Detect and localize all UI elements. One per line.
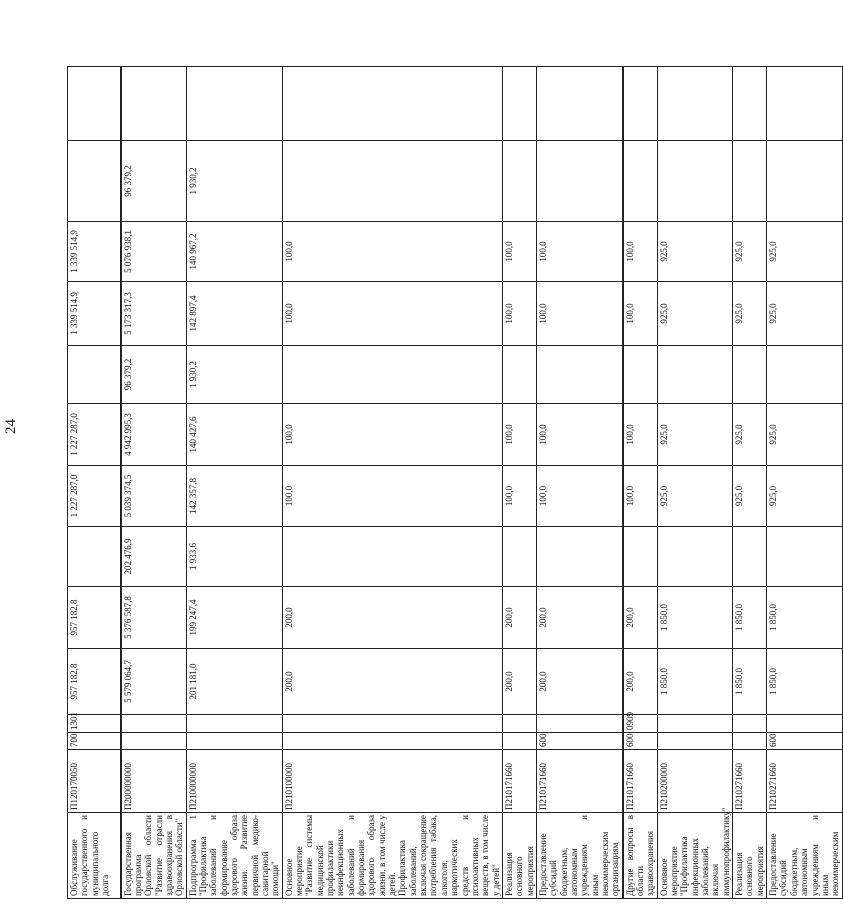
cell-c7: 100,0: [282, 282, 502, 346]
cell-name: Основное мероприятие "Профилактика инфекционных заболеваний, включая иммунопрофилактику": [657, 813, 732, 899]
cell-c8: 140 967,2: [186, 222, 282, 282]
table-row: [623, 67, 658, 899]
cell-c3: [502, 527, 536, 587]
cell-empty: [502, 67, 536, 141]
cell-vr: [502, 733, 536, 750]
table-row: [186, 67, 282, 899]
cell-c9: [623, 141, 658, 222]
cell-c4: 142 357,8: [186, 466, 282, 527]
cell-c3: 202 476,9: [121, 527, 187, 587]
cell-vr: 600: [623, 733, 658, 750]
cell-c7: 925,0: [767, 282, 842, 346]
cell-c8: 5 076 938,1: [121, 222, 187, 282]
cell-c6: [536, 346, 622, 404]
cell-c1: 1 850,0: [767, 649, 842, 715]
cell-c9: [536, 141, 622, 222]
cell-rz: [502, 715, 536, 733]
cell-c1: 200,0: [623, 649, 658, 715]
page-number: 24: [3, 419, 19, 434]
cell-empty: [282, 67, 502, 141]
cell-rz: [186, 715, 282, 733]
cell-c6: [657, 346, 732, 404]
cell-c3: [767, 527, 842, 587]
cell-c1: 1 850,0: [733, 649, 767, 715]
table-row: [68, 67, 121, 899]
cell-name: Реализация основного мероприятия: [502, 813, 536, 899]
cell-c9: 1 930,2: [186, 141, 282, 222]
cell-rz: 0909: [623, 715, 658, 733]
cell-c9: [282, 141, 502, 222]
cell-c2: 199 247,4: [186, 587, 282, 649]
cell-name: Другие вопросы в области здравоохранения: [623, 813, 658, 899]
cell-c3: [68, 527, 121, 587]
cell-c1: 957 182,8: [68, 649, 121, 715]
cell-name: Предоставление субсидий бюджетным, автономным учреждениям и иным некоммерческим организациям: [536, 813, 622, 899]
cell-empty: [121, 67, 187, 141]
cell-c6: [68, 346, 121, 404]
table-row: [767, 67, 842, 899]
rotated-table-container: [67, 67, 841, 899]
cell-c4: 100,0: [536, 466, 622, 527]
table-wrapper: [67, 67, 841, 899]
cell-c9: 96 379,2: [121, 141, 187, 222]
cell-c3: [282, 527, 502, 587]
cell-c3: [536, 527, 622, 587]
cell-c5: 100,0: [536, 404, 622, 466]
cell-c6: [623, 346, 658, 404]
cell-c9: [657, 141, 732, 222]
cell-c8: 100,0: [623, 222, 658, 282]
cell-c9: [68, 141, 121, 222]
cell-c5: 4 942 995,3: [121, 404, 187, 466]
cell-c4: 925,0: [733, 466, 767, 527]
cell-c1: 200,0: [536, 649, 622, 715]
cell-vr: 600: [536, 733, 622, 750]
cell-c5: 925,0: [657, 404, 732, 466]
cell-c4: 100,0: [502, 466, 536, 527]
cell-c1: 200,0: [502, 649, 536, 715]
cell-c1: 201 181,0: [186, 649, 282, 715]
cell-c3: [657, 527, 732, 587]
cell-empty: [186, 67, 282, 141]
cell-c6: [767, 346, 842, 404]
cell-name: Государственная программа Орловской области "Развитие отрасли здравоохранения в Орловской области": [121, 813, 187, 899]
cell-c4: 5 039 374,5: [121, 466, 187, 527]
cell-c4: 100,0: [282, 466, 502, 527]
cell-empty: [767, 67, 842, 141]
cell-c7: 100,0: [623, 282, 658, 346]
cell-c2: 200,0: [536, 587, 622, 649]
cell-c7: 5 173 317,3: [121, 282, 187, 346]
cell-c9: [502, 141, 536, 222]
cell-rz: [121, 715, 187, 733]
cell-vr: 600: [767, 733, 842, 750]
cell-code: П210200000: [657, 750, 732, 813]
table-row: [502, 67, 536, 899]
cell-c8: 925,0: [767, 222, 842, 282]
cell-vr: [282, 733, 502, 750]
cell-c2: 1 850,0: [733, 587, 767, 649]
cell-empty: [536, 67, 622, 141]
cell-code: П210271660: [767, 750, 842, 813]
cell-vr: 700: [68, 733, 121, 750]
cell-empty: [68, 67, 121, 141]
cell-c2: 957 182,8: [68, 587, 121, 649]
cell-c6: 1 930,2: [186, 346, 282, 404]
cell-c1: 200,0: [282, 649, 502, 715]
table-row: [282, 67, 502, 899]
cell-c3: 1 933,6: [186, 527, 282, 587]
cell-c7: 925,0: [657, 282, 732, 346]
cell-c6: 96 379,2: [121, 346, 187, 404]
cell-empty: [657, 67, 732, 141]
cell-c9: [767, 141, 842, 222]
cell-c6: [733, 346, 767, 404]
table-row: [657, 67, 732, 899]
cell-c3: [623, 527, 658, 587]
cell-code: П210171660: [502, 750, 536, 813]
cell-name: Подпрограмма 1 "Профилактика заболеваний и формирование здорового образа жизни. Развитие первичной медико-санитарной помощи": [186, 813, 282, 899]
cell-c7: 142 897,4: [186, 282, 282, 346]
cell-c5: 100,0: [502, 404, 536, 466]
cell-rz: [536, 715, 622, 733]
cell-rz: [657, 715, 732, 733]
cell-c5: 100,0: [623, 404, 658, 466]
cell-code: П210271660: [733, 750, 767, 813]
cell-c7: 100,0: [502, 282, 536, 346]
cell-c2: 200,0: [623, 587, 658, 649]
cell-name: Реализация основного мероприятия: [733, 813, 767, 899]
cell-vr: [733, 733, 767, 750]
cell-vr: [657, 733, 732, 750]
cell-code: П120170050: [68, 750, 121, 813]
cell-code: П210100000: [282, 750, 502, 813]
cell-rz: [767, 715, 842, 733]
cell-c1: 5 579 064,7: [121, 649, 187, 715]
cell-code: П200000000: [121, 750, 187, 813]
cell-c7: 1 339 514,9: [68, 282, 121, 346]
cell-rz: [733, 715, 767, 733]
table-row: [121, 67, 187, 899]
cell-c2: 200,0: [502, 587, 536, 649]
cell-c5: 140 427,6: [186, 404, 282, 466]
cell-c4: 925,0: [767, 466, 842, 527]
cell-c7: 925,0: [733, 282, 767, 346]
cell-c2: 5 376 587,8: [121, 587, 187, 649]
cell-c8: 925,0: [733, 222, 767, 282]
cell-code: П210000000: [186, 750, 282, 813]
cell-c5: 1 227 287,0: [68, 404, 121, 466]
table-row: [733, 67, 767, 899]
cell-c8: 925,0: [657, 222, 732, 282]
cell-c1: 1 850,0: [657, 649, 732, 715]
cell-c5: 925,0: [767, 404, 842, 466]
cell-c9: [733, 141, 767, 222]
cell-empty: [623, 67, 658, 141]
cell-c7: 100,0: [536, 282, 622, 346]
cell-c5: 925,0: [733, 404, 767, 466]
cell-rz: 1301: [68, 715, 121, 733]
cell-c5: 100,0: [282, 404, 502, 466]
cell-c6: [502, 346, 536, 404]
cell-vr: [186, 733, 282, 750]
cell-c4: 100,0: [623, 466, 658, 527]
budget-table: [67, 66, 843, 899]
cell-name: Предоставление субсидий бюджетным, автономным учреждениям и иным некоммерческим: [767, 813, 842, 899]
cell-empty: [733, 67, 767, 141]
cell-c2: 200,0: [282, 587, 502, 649]
table-row: [536, 67, 622, 899]
cell-c2: 1 850,0: [657, 587, 732, 649]
cell-c8: 100,0: [502, 222, 536, 282]
cell-c8: 100,0: [282, 222, 502, 282]
cell-code: П210171660: [536, 750, 622, 813]
cell-c2: 1 850,0: [767, 587, 842, 649]
cell-rz: [282, 715, 502, 733]
cell-vr: [121, 733, 187, 750]
cell-c3: [733, 527, 767, 587]
cell-name: Основное мероприятие "Развитие системы медицинской профилактики неинфекционных заболеваний и формирования здорового образа жизни, в том числе у детей. Профилактика заболеваний, включая сокращение потребления табака, алкоголя, наркотических средств и психоактивных веществ, в том числе у детей": [282, 813, 502, 899]
cell-code: П210171660: [623, 750, 658, 813]
cell-c4: 925,0: [657, 466, 732, 527]
cell-c4: 1 227 287,0: [68, 466, 121, 527]
cell-c8: 100,0: [536, 222, 622, 282]
cell-c6: [282, 346, 502, 404]
cell-name: Обслуживание государственного и муниципального долга: [68, 813, 121, 899]
cell-c8: 1 339 514,9: [68, 222, 121, 282]
